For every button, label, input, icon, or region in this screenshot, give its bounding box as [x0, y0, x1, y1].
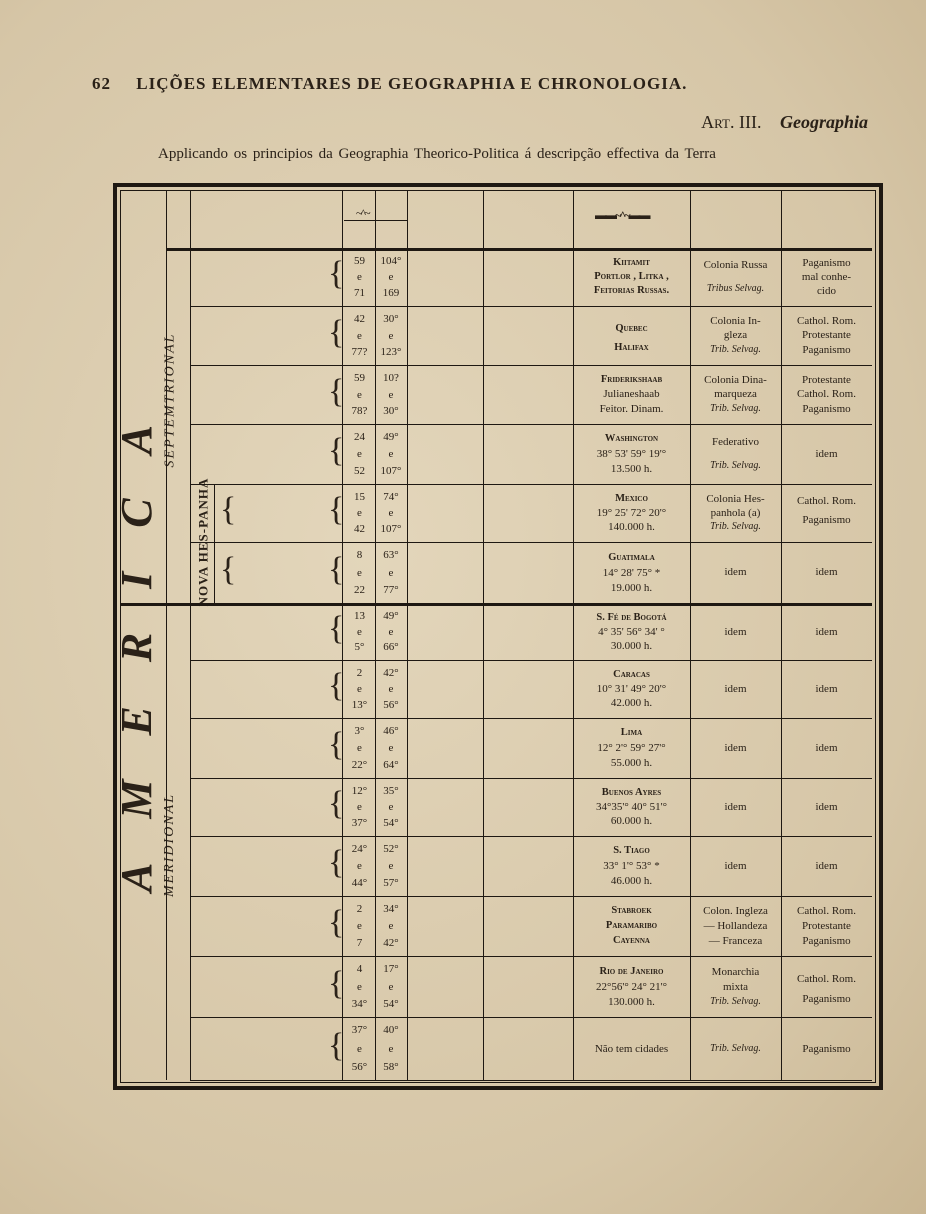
capital-line: Não tem cidades [594, 1042, 669, 1055]
latitude-line: 7 [356, 937, 363, 949]
latitude-line: 42 [354, 313, 365, 325]
capital-line: 60.000 h. [610, 815, 653, 827]
government-12 [690, 964, 781, 1009]
capital-line: 4° 35' 56° 34' ° [598, 626, 665, 638]
latitude-line: 13° [351, 699, 368, 711]
capital-line: Lima [620, 727, 643, 739]
capital-line: 30.000 h. [610, 640, 653, 652]
capital-line: 33° 1'° 53° * [603, 859, 660, 872]
government-line: Colon. Ingleza [703, 905, 768, 918]
longitude-line: 30° [383, 313, 399, 325]
religion-1 [781, 314, 872, 357]
latitude-3 [344, 430, 375, 478]
capital-line: Friderikshaab [600, 374, 663, 386]
longitude-line: 57° [383, 877, 399, 889]
capital-flourish: ▬▬~^~▬▬ [595, 208, 649, 222]
latitude-line: 3° [354, 725, 365, 737]
longitude-line: e [388, 507, 394, 519]
longitude-5 [375, 548, 407, 597]
column-rule-3 [407, 190, 408, 1080]
religion-line: Cathol. Rom. [797, 905, 856, 918]
brace-5: { [328, 550, 345, 588]
capital-line: 55.000 h. [610, 756, 653, 769]
latitude-line: 24° [351, 843, 368, 855]
latitude-line: 37° [351, 817, 368, 829]
government-line: idem [724, 566, 747, 579]
government-line: Trib. Selvag. [710, 521, 761, 532]
capital-8 [573, 726, 690, 770]
septemtrional-label-text: SEPTEMTRIONAL [162, 332, 178, 468]
government-line: idem [724, 682, 747, 695]
latitude-line: 42 [354, 523, 365, 535]
longitude-line: 10? [383, 372, 399, 384]
latitude-line: 59 [354, 255, 365, 267]
capital-line: Portlor , Litka , [594, 271, 669, 282]
longitude-line: e [388, 388, 394, 401]
government-line: panhola (a) [710, 507, 761, 519]
latitude-line: e [357, 566, 362, 579]
capital-line: Feitorias Russas. [593, 285, 670, 296]
capital-line: 22°56'° 24° 21'° [595, 980, 668, 993]
latitude-11 [344, 902, 375, 950]
longitude-line: 35° [383, 785, 399, 797]
latitude-line: e [357, 1042, 362, 1055]
capital-line: Feitor. Dinam. [599, 402, 664, 415]
capital-line: 130.000 h. [608, 995, 655, 1008]
latitude-line: 37° [351, 1024, 368, 1036]
capital-line: Buenos Ayres [601, 787, 662, 798]
latitude-line: 13 [354, 610, 365, 622]
capital-0 [573, 256, 690, 298]
row-rule-4 [190, 484, 872, 485]
capital-line: 19.000 h. [610, 581, 653, 594]
latitude-line: e [357, 271, 362, 283]
longitude-line: 104° [380, 255, 402, 267]
brace-2: { [328, 372, 345, 410]
capital-3 [573, 432, 690, 476]
running-title: LIÇÕES ELEMENTARES DE GEOGRAPHIA E CHRONOLOGIA. [136, 74, 688, 93]
nh-brace-4: { [220, 491, 237, 528]
capital-line: Paramaribo [605, 919, 658, 931]
longitude-12 [375, 962, 407, 1011]
latitude-line: 15 [354, 491, 365, 503]
latitude-line: e [357, 329, 362, 342]
longitude-6 [375, 609, 407, 654]
latitude-line: e [357, 801, 362, 813]
government-11 [690, 904, 781, 948]
latitude-line: 5° [354, 641, 365, 653]
capital-line: 13.500 h. [610, 462, 653, 475]
section-title: Geographia [779, 112, 868, 132]
religion-line: Paganismo [802, 993, 851, 1006]
religion-line: mal conhe- [801, 271, 852, 283]
capital-line: Kiitamit [613, 257, 650, 268]
latitude-line: 44° [351, 877, 368, 889]
capital-line: Halifax [614, 341, 649, 353]
latitude-line: e [357, 448, 362, 460]
capital-line: Julianeshaab [603, 388, 660, 401]
row-rule-6 [120, 603, 872, 606]
capital-line: 10° 31' 49° 20'° [596, 683, 667, 695]
religion-13 [781, 1025, 872, 1072]
column-rule-0 [190, 190, 191, 1080]
religion-7 [781, 668, 872, 710]
latitude-line: 4 [356, 963, 363, 975]
religion-line: idem [815, 625, 838, 638]
government-0 [690, 256, 781, 298]
religion-line: Protestante [802, 329, 851, 342]
government-line: gleza [723, 329, 748, 342]
government-line: — Franceza [708, 934, 763, 947]
longitude-10 [375, 842, 407, 890]
longitude-line: 107° [380, 523, 402, 535]
situacao-rule [344, 220, 407, 221]
running-header [92, 74, 687, 94]
religion-3 [781, 432, 872, 476]
brace-1: { [328, 313, 345, 351]
row-rule-12 [190, 956, 872, 957]
government-line: Colonia Russa [703, 259, 768, 272]
longitude-7 [375, 666, 407, 712]
religion-line: Cathol. Rom. [797, 315, 856, 328]
capital-13 [573, 1025, 690, 1072]
religion-4 [781, 492, 872, 534]
longitude-line: 17° [383, 963, 399, 975]
government-line: idem [724, 742, 747, 754]
row-rule-11 [190, 896, 872, 897]
government-line: idem [724, 860, 747, 872]
meridional-side-label [150, 610, 190, 1080]
longitude-line: e [388, 683, 394, 695]
religion-line: Paganismo [802, 513, 851, 526]
capital-2 [573, 373, 690, 416]
latitude-line: 12° [351, 785, 368, 797]
capital-line: Guatimala [608, 551, 655, 563]
government-9 [690, 786, 781, 828]
religion-line: cido [817, 285, 836, 297]
capital-9 [573, 786, 690, 828]
meridional-label-text: MERIDIONAL [162, 793, 177, 897]
longitude-line: 30° [383, 405, 399, 417]
government-7 [690, 668, 781, 710]
longitude-9 [375, 784, 407, 830]
latitude-4 [344, 490, 375, 536]
brace-11: { [328, 904, 345, 941]
brace-8: { [328, 726, 345, 763]
longitude-line: 74° [383, 491, 399, 503]
government-10 [690, 844, 781, 888]
longitude-line: 34° [383, 903, 399, 915]
latitude-1 [344, 312, 375, 359]
religion-line: idem [815, 742, 838, 754]
religion-line: idem [815, 448, 838, 460]
longitude-line: 49° [383, 610, 399, 622]
religion-12 [781, 964, 872, 1009]
longitude-line: 40° [383, 1024, 399, 1036]
latitude-line: 59 [354, 372, 365, 384]
government-line: Monarchia [711, 965, 760, 978]
latitude-line: 56° [351, 1061, 368, 1073]
capital-5 [573, 550, 690, 595]
religion-5 [781, 550, 872, 595]
brace-6: { [328, 609, 345, 647]
longitude-line: 169 [382, 287, 400, 299]
government-line: Trib. Selvag. [710, 402, 761, 414]
government-4 [690, 492, 781, 534]
longitude-line: e [388, 271, 394, 283]
latitude-6 [344, 609, 375, 654]
longitude-3 [375, 430, 407, 478]
capital-1 [573, 314, 690, 357]
government-line: Colonia Hes- [706, 493, 765, 505]
longitude-13 [375, 1023, 407, 1074]
latitude-0 [344, 254, 375, 300]
government-3 [690, 432, 781, 476]
latitude-line: 22 [354, 584, 365, 596]
longitude-0 [375, 254, 407, 300]
latitude-9 [344, 784, 375, 830]
longitude-4 [375, 490, 407, 536]
row-rule-10 [190, 836, 872, 837]
religion-line: idem [815, 860, 838, 872]
government-line: Federativo [711, 435, 760, 448]
religion-9 [781, 786, 872, 828]
religion-line: Paganismo [802, 402, 851, 415]
capital-4 [573, 492, 690, 534]
religion-line: Paganismo [802, 934, 851, 947]
brace-9: { [328, 785, 345, 822]
longitude-line: e [388, 801, 394, 813]
longitude-2 [375, 371, 407, 418]
latitude-line: e [357, 507, 362, 519]
row-rule-2 [190, 365, 872, 366]
capital-line: Washington [604, 433, 659, 445]
longitude-line: 46° [383, 725, 399, 737]
longitude-line: 123° [380, 346, 402, 358]
row-rule-14 [190, 1080, 872, 1081]
longitude-line: 66° [383, 641, 399, 653]
longitude-line: 54° [383, 998, 399, 1010]
intro-line: Applicando os principios da Geographia Theorico-Politica á descripção effectiva da Terra [158, 146, 716, 162]
religion-0 [781, 256, 872, 298]
longitude-line: 77° [383, 584, 399, 596]
nh-brace-5: { [220, 550, 237, 588]
latitude-line: e [357, 860, 362, 872]
capital-line: 140.000 h. [608, 521, 655, 533]
latitude-2 [344, 371, 375, 418]
government-line: Colonia In- [710, 315, 761, 328]
capital-7 [573, 668, 690, 710]
government-line: Tribus Selvag. [706, 282, 765, 294]
longitude-line: e [388, 448, 394, 460]
government-2 [690, 373, 781, 416]
latitude-line: 78? [351, 405, 368, 417]
row-rule-7 [190, 660, 872, 661]
latitude-line: e [357, 388, 362, 401]
capital-11 [573, 904, 690, 948]
brace-3: { [328, 432, 345, 469]
capital-line: Stabroek [611, 905, 652, 917]
capital-line: Cayenna [613, 934, 650, 946]
capital-10 [573, 844, 690, 888]
religion-8 [781, 726, 872, 770]
latitude-7 [344, 666, 375, 712]
longitude-line: 52° [383, 843, 399, 855]
longitude-line: 63° [383, 549, 399, 561]
brace-10: { [328, 844, 345, 881]
column-rule-side [166, 190, 167, 1080]
longitude-line: e [388, 980, 394, 993]
row-rule-3 [190, 424, 872, 425]
religion-line: idem [815, 566, 838, 579]
government-line: idem [724, 625, 747, 638]
religion-line: Paganismo [802, 343, 851, 356]
row-rule-5 [190, 542, 872, 543]
longitude-line: e [388, 920, 394, 932]
longitude-line: 49° [383, 431, 399, 443]
row-rule-9 [190, 778, 872, 779]
longitude-line: 56° [383, 699, 399, 711]
row-rule-13 [190, 1017, 872, 1018]
latitude-line: 2 [356, 903, 363, 915]
capital-line: 38° 53' 59° 19'° [596, 447, 667, 460]
government-line: mixta [722, 980, 749, 993]
page-number: 62 [92, 74, 111, 93]
longitude-line: e [388, 329, 394, 342]
religion-line: Paganismo [802, 257, 851, 269]
capital-line: S. Fé de Bogotá [596, 612, 667, 623]
america-label-text: AMERICA [111, 381, 161, 892]
religion-line: Cathol. Rom. [797, 495, 856, 508]
latitude-line: e [357, 683, 362, 695]
government-line: Trib. Selvag. [710, 995, 761, 1007]
capital-line: S. Tiago [613, 845, 650, 857]
religion-line: idem [815, 800, 838, 813]
row-rule-0 [166, 248, 872, 251]
religion-2 [781, 373, 872, 416]
government-1 [690, 314, 781, 357]
government-line: Trib. Selvag. [710, 1042, 761, 1054]
capital-line: Caracas [613, 669, 650, 680]
article-heading [701, 112, 868, 133]
latitude-line: 24 [354, 431, 365, 443]
government-line: Trib. Selvag. [710, 460, 761, 472]
capital-line: 14° 28' 75° * [602, 566, 661, 579]
capital-line: 19° 25' 72° 20'° [596, 507, 667, 519]
latitude-line: 52 [354, 465, 365, 477]
latitude-line: e [357, 920, 362, 932]
latitude-line: 22° [351, 759, 368, 771]
longitude-line: e [388, 860, 394, 872]
latitude-8 [344, 724, 375, 772]
religion-line: Paganismo [802, 1042, 851, 1055]
latitude-line: 8 [356, 549, 363, 561]
latitude-line: e [357, 980, 362, 993]
brace-13: { [328, 1026, 345, 1064]
religion-line: Protestante [802, 374, 851, 387]
brace-7: { [328, 667, 345, 704]
religion-10 [781, 844, 872, 888]
capital-line: 34°35'° 40° 51'° [595, 801, 668, 813]
nova-hespanha-label-text: NOVA HES-PANHA [195, 477, 211, 607]
religion-line: idem [815, 682, 838, 695]
religion-line: Protestante [802, 919, 851, 932]
longitude-line: 64° [383, 759, 399, 771]
longitude-line: 42° [383, 937, 399, 949]
longitude-line: 107° [380, 465, 402, 477]
capital-6 [573, 611, 690, 652]
latitude-line: 34° [351, 998, 368, 1010]
nova-hespanha-rule [214, 484, 215, 603]
religion-6 [781, 611, 872, 652]
longitude-line: e [388, 742, 394, 754]
longitude-line: 58° [383, 1061, 399, 1073]
capital-12 [573, 964, 690, 1009]
government-line: idem [724, 800, 747, 813]
latitude-10 [344, 842, 375, 890]
latitude-13 [344, 1023, 375, 1074]
latitude-5 [344, 548, 375, 597]
capital-line: 12° 2'° 59° 27'° [597, 741, 666, 754]
row-rule-8 [190, 718, 872, 719]
religion-line: Cathol. Rom. [797, 388, 856, 401]
capital-line: 46.000 h. [610, 874, 653, 887]
brace-0: { [328, 255, 345, 292]
longitude-line: 54° [383, 817, 399, 829]
article-number: Art. III. [701, 112, 762, 132]
longitude-line: e [388, 1042, 394, 1055]
column-rule-4 [483, 190, 484, 1080]
latitude-line: e [357, 625, 362, 638]
capital-line: 42.000 h. [610, 697, 653, 709]
government-line: — Hollandeza [703, 919, 768, 932]
longitude-line: e [388, 625, 394, 638]
religion-line: Cathol. Rom. [797, 973, 856, 986]
capital-line: Mexico [615, 493, 648, 504]
government-line: marqueza [714, 388, 757, 401]
longitude-8 [375, 724, 407, 772]
latitude-line: 77? [351, 346, 368, 358]
situacao-flourish: ~^~ [356, 206, 369, 220]
latitude-line: 2 [356, 667, 363, 679]
religion-11 [781, 904, 872, 948]
government-13 [690, 1025, 781, 1072]
government-line: Trib. Selvag. [710, 343, 761, 355]
latitude-line: 71 [354, 287, 365, 299]
brace-4: { [328, 491, 345, 528]
brace-12: { [328, 964, 345, 1002]
longitude-line: 42° [383, 667, 399, 679]
capital-line: Quebec [615, 322, 648, 334]
latitude-line: e [357, 742, 362, 754]
government-line: Colonia Dina- [704, 374, 767, 387]
longitude-1 [375, 312, 407, 359]
longitude-line: e [388, 566, 394, 579]
row-rule-1 [190, 306, 872, 307]
government-6 [690, 611, 781, 652]
government-8 [690, 726, 781, 770]
latitude-12 [344, 962, 375, 1011]
government-5 [690, 550, 781, 595]
septemtrional-side-label [150, 200, 190, 600]
longitude-11 [375, 902, 407, 950]
capital-line: Rio de Janeiro [599, 965, 664, 977]
